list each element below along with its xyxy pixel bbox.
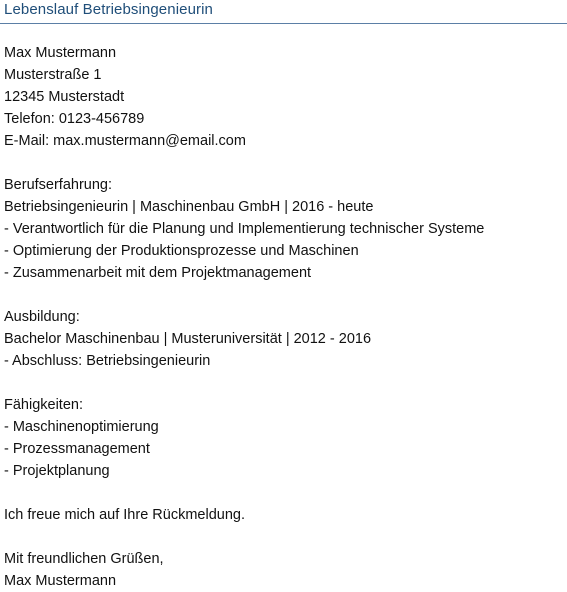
contact-phone: Telefon: 0123-456789 (4, 111, 145, 127)
spacer (4, 152, 563, 174)
experience-position: Betriebsingenieurin | Maschinenbau GmbH | 2016 - heute (4, 199, 374, 215)
education-section (4, 306, 563, 372)
skills-section (4, 394, 563, 482)
closing-greeting: Mit freundlichen Grüßen, (4, 551, 164, 567)
experience-bullet: - Optimierung der Produktionsprozesse und Maschinen (4, 243, 359, 259)
education-bullet: - Abschluss: Betriebsingenieurin (4, 353, 211, 369)
spacer (4, 372, 563, 394)
closing-sentence: Ich freue mich auf Ihre Rückmeldung. (4, 507, 245, 523)
skill-item: - Maschinenoptimierung (4, 419, 159, 435)
contact-email: E-Mail: max.mustermann@email.com (4, 133, 246, 149)
spacer (4, 482, 563, 504)
experience-bullet: - Zusammenarbeit mit dem Projektmanagement (4, 265, 312, 281)
education-degree: Bachelor Maschinenbau | Musteruniversität | 2012 - 2016 (4, 331, 372, 347)
experience-heading: Berufserfahrung: (4, 177, 113, 193)
skill-item: - Projektplanung (4, 463, 110, 479)
spacer (4, 284, 563, 306)
contact-street: Musterstraße 1 (4, 67, 102, 83)
skill-item: - Prozessmanagement (4, 441, 150, 457)
education-heading: Ausbildung: (4, 309, 80, 325)
experience-bullet: - Verantwortlich für die Planung und Implementierung technischer Systeme (4, 221, 485, 237)
resume-body (4, 42, 563, 592)
spacer (4, 526, 563, 548)
closing-signature: Max Mustermann (4, 573, 117, 589)
contact-name: Max Mustermann (4, 45, 117, 61)
closing-block (4, 548, 563, 592)
experience-section (4, 174, 563, 284)
skills-heading: Fähigkeiten: (4, 397, 83, 413)
title-underline (0, 23, 567, 24)
document-title: Lebenslauf Betriebsingenieurin (4, 1, 213, 18)
contact-city: 12345 Musterstadt (4, 89, 125, 105)
contact-block (4, 42, 563, 152)
